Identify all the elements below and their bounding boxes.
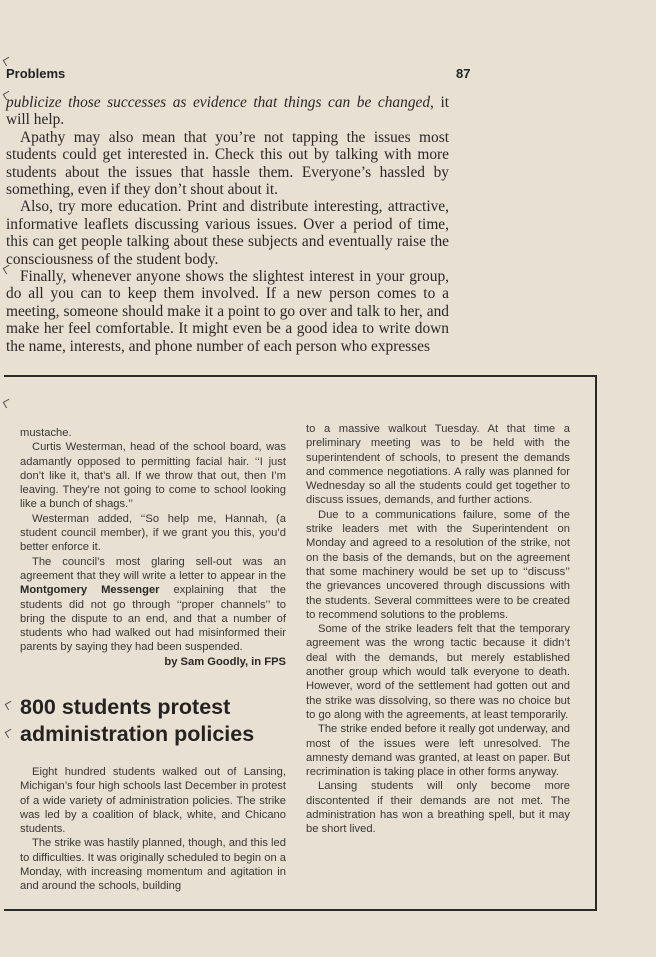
- clipping-left-p4-b: explaining that the students did not go through ‘‘proper channels’’ to bring the dispute to an end, and that a number of students who had walked out had misinformed their parents by saying they had been suspended.: [20, 584, 286, 654]
- headline-line-2: administration policies: [20, 722, 255, 746]
- clipping-left-column-top: [20, 426, 286, 669]
- clipping-left-p4-a: The council’s most glaring sell-out was an agreement that they will write a letter to appear in the: [20, 555, 286, 582]
- page-number: 87: [456, 66, 471, 81]
- article-p6: The strike ended before it really got underway, and most of the issues were left unresolved. The amnesty demand was granted, at least on paper. But recrimination is taking place in other forms anyway.: [306, 723, 570, 779]
- main-body-text: [6, 94, 449, 355]
- body-paragraph-1: [6, 94, 449, 129]
- clipping-left-p3: Westerman added, ‘‘So help me, Hannah, (a student council member), if we grant you this, you’d better enforce it.: [20, 512, 286, 554]
- body-paragraph-1-rest: , it will help.: [6, 94, 450, 129]
- clipping-left-p2: Curtis Westerman, head of the school board, was adamantly opposed to permitting facial hair. ‘‘I just don’t like it, that’s all. If we throw that out, then I’m leaving. They’re not going to come to school looking like a bunch of shags.’’: [20, 441, 286, 511]
- body-paragraph-2: Apathy may also mean that you’re not tapping the issues most students could get interested in. Check this out by talking with more students about the issues that hassle them. Everyone’s hassled by something, even if they don’t shout about it.: [6, 128, 449, 199]
- clipping-right-column: [306, 422, 570, 837]
- headline-line-1: 800 students protest: [20, 695, 231, 719]
- clipping-left-p1: mustache.: [20, 427, 72, 439]
- article-p5: Some of the strike leaders felt that the temporary agreement was the wrong tactic because it didn’t deal with the demands, but merely established another group which would talk everyone to death. However, word of the settlement had gotten out and the strike was dissolving, so there was no choice but to go along with the agreements, at least temporarily.: [306, 623, 570, 721]
- article-p2: The strike was hastily planned, though, and this led to difficulties. It was originally scheduled to begin on a Monday, with increasing momentum and agitation in and around the schools, building: [20, 837, 286, 893]
- clipping-left-p4: [20, 555, 286, 655]
- article-p1: Eight hundred students walked out of Lansing, Michigan’s four high schools last December in protest of a wide variety of administration policies. The strike was led by a coalition of black, white, and Chicano students.: [20, 766, 286, 836]
- article-p3: to a massive walkout Tuesday. At that time a preliminary meeting was to be held with the superintendent of schools, to present the demands and commence negotiations. A rally was planned for Wednesday so all the students could get together to discuss issues, demands, and further actions.: [306, 423, 570, 507]
- body-paragraph-1-italic: publicize those successes as evidence that things can be changed: [6, 94, 431, 111]
- article-headline: [20, 694, 300, 748]
- body-paragraph-4: Finally, whenever anyone shows the slightest interest in your group, do all you can to keep them involved. If a new person comes to a meeting, someone should make it a point to go over and talk to her, and make her feel comfortable. It might even be a good idea to write down the name, interests, and phone number of each person who expresses: [6, 268, 449, 355]
- newspaper-name: Montgomery Messenger: [20, 584, 160, 597]
- byline: by Sam Goodly, in FPS: [164, 655, 286, 668]
- article-p7: Lansing students will only become more discontented if their demands are not met. The administration has won a breathing spell, but it may be short lived.: [306, 780, 570, 836]
- clipping-left-column-bottom: [20, 765, 286, 894]
- margin-mark: [3, 57, 13, 67]
- running-header-title: Problems: [6, 66, 66, 81]
- body-paragraph-3: Also, try more education. Print and distribute interesting, attractive, informative leaflets discussing various issues. Over a period of time, this can get people talking about these subjects and eventually raise the consciousness of the student body.: [6, 198, 449, 268]
- article-p4: Due to a communications failure, some of the strike leaders met with the Superintendent on Monday and agreed to a resolution of the strike, not on the basis of the demands, but on the agreement that some machinery would be set up to ‘‘discuss’’ the grievances uncovered through discussions with the students. Several committees were to be created to recommend solutions to the problems.: [306, 508, 570, 621]
